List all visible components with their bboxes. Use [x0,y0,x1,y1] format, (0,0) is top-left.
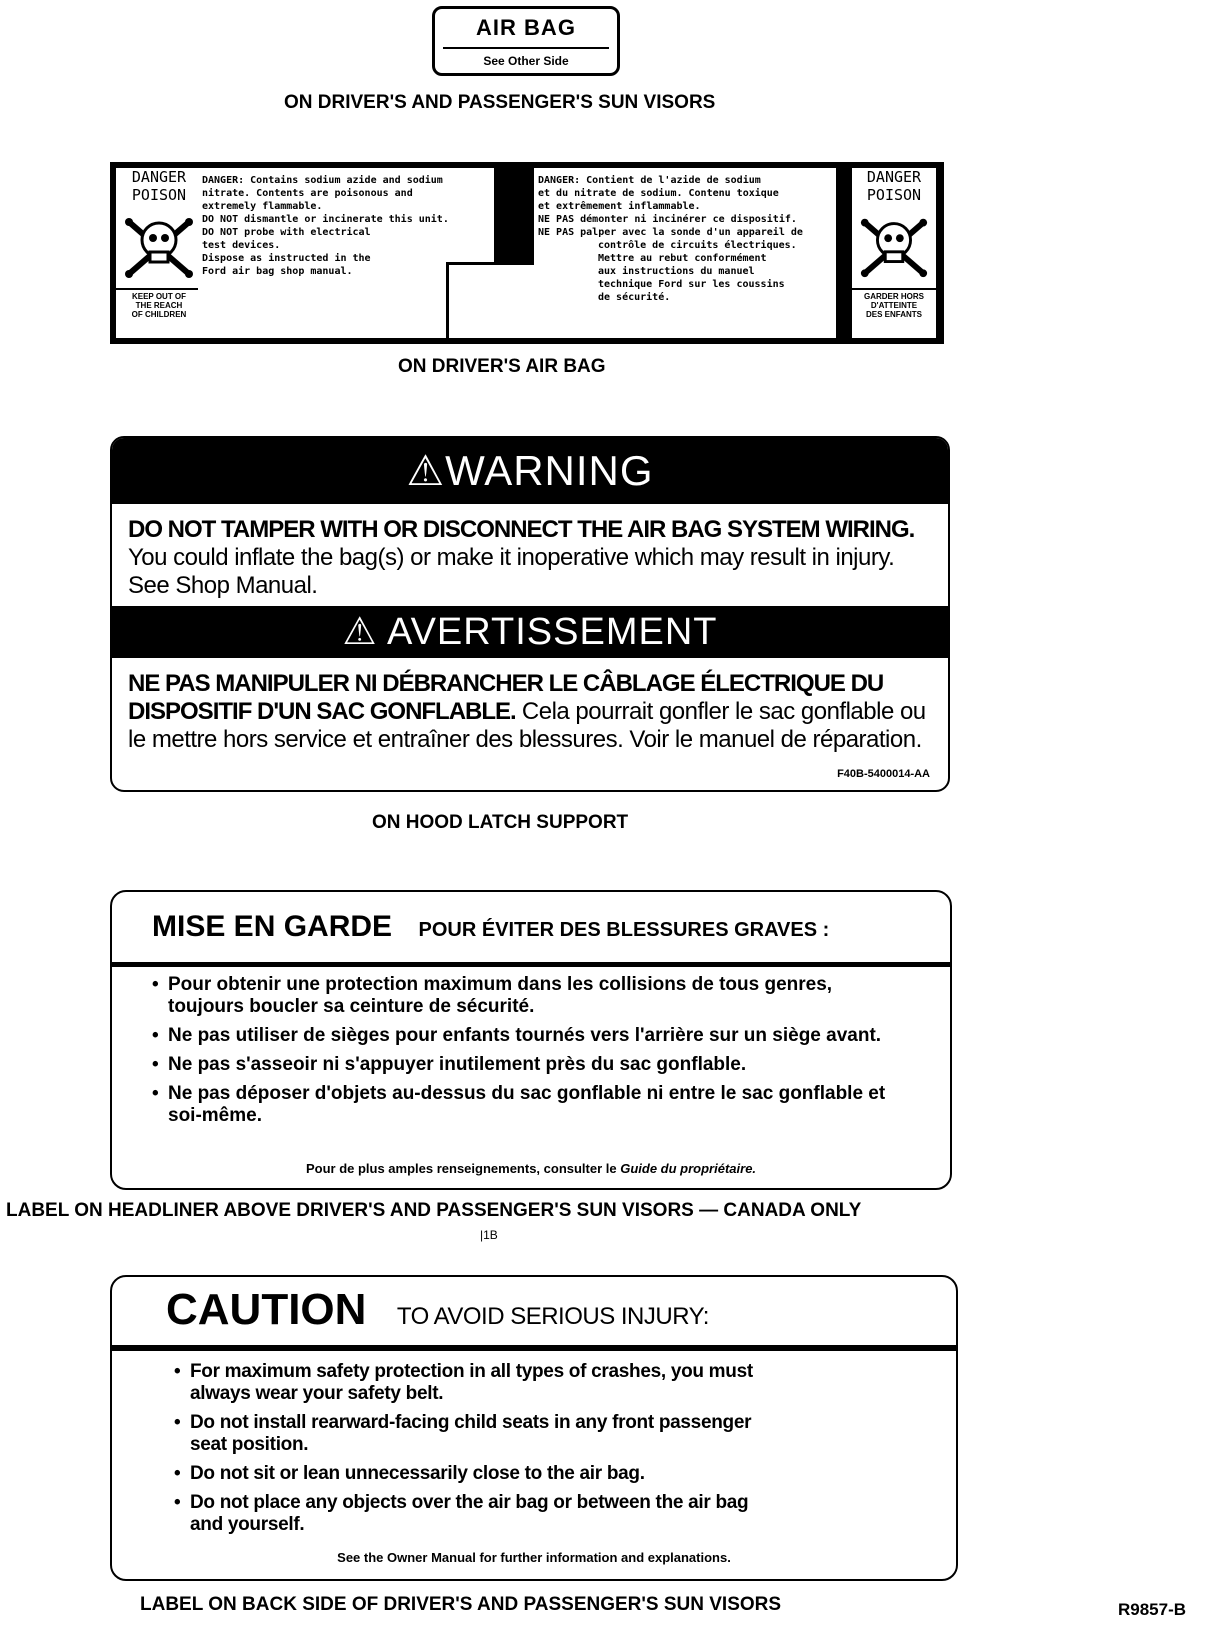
mise-bullet-list [152,974,890,1134]
mise-title: MISE EN GARDE [152,910,393,943]
list-item: • Do not place any objects over the air bag or between the air bag and yourself. [174,1492,786,1536]
warning-triangle-icon: ⚠ [342,611,388,653]
right-poison-word: POISON [866,186,922,204]
list-item: • Ne pas utiliser de sièges pour enfants tournés vers l'arrière sur un siège avant. [152,1025,890,1047]
french-line: et du nitrate de sodium. Contenu toxique [538,188,779,199]
skull-crossbones-icon [121,208,197,282]
warning-triangle-icon: ⚠ [406,447,446,494]
english-line: DO NOT probe with electrical [202,227,371,238]
avertissement-body-text: Cela pourrait gonfler le sac gonflable ou le mettre hors service et entraîner des blessures. Voir le manuel de réparation. [128,698,926,753]
caution-title: CAUTION [166,1285,367,1334]
mise-footnote [112,1161,950,1176]
mise-en-garde-label [110,890,952,1190]
caution-subtitle: TO AVOID SERIOUS INJURY: [396,1303,709,1330]
english-line: Ford air bag shop manual. [202,266,353,277]
caption-headliner: LABEL ON HEADLINER ABOVE DRIVER'S AND PASSENGER'S SUN VISORS — CANADA ONLY [6,1200,862,1221]
list-item: • Do not sit or lean unnecessarily close to the air bag. [174,1463,786,1485]
avertissement-band [112,606,948,658]
list-item: • Pour obtenir une protection maximum dans les collisions de tous genres, toujours boucler sa ceinture de sécurité. [152,974,890,1018]
french-line: de sécurité. [598,292,671,303]
french-line: NE PAS démonter ni incinérer ce dispositif. [538,214,797,225]
list-item: • For maximum safety protection in all types of crashes, you must always wear your safety belt. [174,1361,786,1405]
caution-label [110,1275,958,1581]
french-line: contrôle de circuits électriques. [598,240,797,251]
warning-band [112,438,948,504]
mise-subtitle: POUR ÉVITER DES BLESSURES GRAVES : [418,919,830,941]
french-line: et extrêmement inflammable. [538,201,701,212]
caution-header [166,1285,709,1335]
list-item: • Ne pas déposer d'objets au-dessus du sac gonflable ni entre le sac gonflable et soi-même. [152,1083,890,1127]
warning-text [128,516,928,600]
french-line: NE PAS palper avec la sonde d'un appareil de [538,227,803,238]
left-foot-line: THE REACH [135,301,183,310]
avertissement-bold-text: NE PAS MANIPULER NI DÉBRANCHER LE CÂBLAGE ÉLECTRIQUE DU DISPOSITIF D'UN SAC GONFLABLE. [128,670,884,725]
english-line: test devices. [202,240,281,251]
warning-label [110,436,950,792]
air-bag-tag-subtitle: See Other Side [483,54,569,68]
mise-footnote-text: Pour de plus amples renseignements, consulter le [305,1161,621,1176]
english-line: extremely flammable. [202,201,323,212]
skull-crossbones-icon [857,208,931,282]
french-line: technique Ford sur les coussins [598,279,785,290]
caution-divider [112,1345,956,1351]
right-foot-line: D'ATTEINTE [870,301,918,310]
mise-footnote-italic: Guide du propriétaire. [620,1161,757,1176]
right-foot-line: DES ENFANTS [865,310,922,319]
caption-drivers-air-bag: ON DRIVER'S AIR BAG [398,356,606,377]
right-danger-word: DANGER [866,168,922,186]
danger-poison-label [110,162,944,344]
left-foot-line: OF CHILDREN [131,310,187,319]
mise-header [152,910,829,944]
part-number: F40B-5400014-AA [837,768,930,780]
right-poison-panel [852,168,936,338]
warning-bold-text: DO NOT TAMPER WITH OR DISCONNECT THE AIR BAG SYSTEM WIRING. [128,516,915,543]
right-foot-line: GARDER HORS [863,292,924,301]
left-keep-out-notice [116,288,202,319]
air-bag-tag-title: AIR BAG [476,15,576,40]
avertissement-title: AVERTISSEMENT [387,611,718,653]
warning-body-text: You could inflate the bag(s) or make it inoperative which may result in injury. See Shop Manual. [128,544,895,599]
caution-bullet-list [174,1361,786,1543]
warning-title: WARNING [445,447,654,494]
french-line: DANGER: Contient de l'azide de sodium [538,175,761,186]
french-line: Mettre au rebut conformément [598,253,767,264]
avertissement-text [128,670,928,754]
left-danger-word: DANGER [131,168,187,186]
figure-code: R9857-B [1118,1600,1187,1619]
list-item: • Do not install rearward-facing child seats in any front passenger seat position. [174,1412,786,1456]
air-bag-tag [432,6,620,76]
list-item: • Ne pas s'asseoir ni s'appuyer inutilement près du sac gonflable. [152,1054,890,1076]
left-foot-line: KEEP OUT OF [131,292,187,301]
caution-footnote: See the Owner Manual for further information and explanations. [337,1550,731,1565]
caption-back-side: LABEL ON BACK SIDE OF DRIVER'S AND PASSENGER'S SUN VISORS [140,1594,782,1615]
english-line: DO NOT dismantle or incinerate this unit. [202,214,449,225]
french-danger-text-panel [534,168,836,338]
english-line: DANGER: Contains sodium azide and sodium [202,175,443,186]
right-keep-out-notice [852,288,936,319]
french-line: aux instructions du manuel [598,266,755,277]
caption-sun-visors: ON DRIVER'S AND PASSENGER'S SUN VISORS [284,92,716,113]
english-line: Dispose as instructed in the [202,253,371,264]
mise-divider [112,962,950,967]
left-poison-panel [116,168,202,338]
air-bag-tag-divider [443,47,609,49]
page-mark: |1B [480,1228,498,1242]
left-poison-word: POISON [131,186,187,204]
english-line: nitrate. Contents are poisonous and [202,188,413,199]
caption-hood-latch: ON HOOD LATCH SUPPORT [372,812,629,833]
